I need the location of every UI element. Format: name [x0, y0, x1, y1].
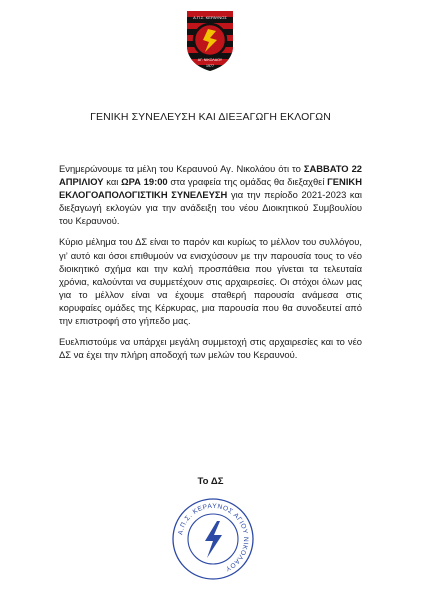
announcement-body — [59, 162, 362, 369]
paragraph-goals: Κύριο μέλημα του ΔΣ είναι το παρόν και κυρίως το μέλλον του συλλόγου, γι’ αυτό και όσοι επιθυμούν να ενισχύσουν με την παρουσία τους το νέο διοικητικό σχήμα και την καλή προσπάθεια που γίνεται τα τελευταία χρόνια, καλούνται να συμμετέχουν στις αρχαιρεσίες. Οι στόχοι όλων μας για το μέλλον είναι να έχουμε σταθερή παρουσία ανάμεσα στις κορυφαίες ομάδες της Κέρκυρας, μια παρουσία που θα συνοδευτεί από την επιστροφή στο γήπεδο μας. — [59, 236, 362, 327]
p1-text-2: και — [103, 176, 122, 188]
paragraph-meeting — [59, 162, 362, 227]
document-title: ΓΕΝΙΚΗ ΣΥΝΕΛΕΥΣΗ ΚΑΙ ΔΙΕΞΑΓΩΓΗ ΕΚΛΟΓΩΝ — [90, 111, 331, 123]
club-stamp — [171, 497, 255, 581]
lightning-bolt-icon — [205, 521, 222, 558]
meeting-date: ΣΑΒΒΑΤΟ 22 ΑΠΡΙΛΙΟΥ — [59, 163, 362, 188]
meeting-type: ΓΕΝΙΚΗ ΕΚΛΟΓΟΑΠΟΛΟΓΙΣΤΙΚΗ ΣΥΝΕΛΕΥΣΗ — [59, 176, 362, 201]
crest-top-text: Α.Π.Σ. ΚΕΡΑΥΝΟΣ — [193, 15, 227, 20]
stamp-ring-text: Α.Π.Σ. ΚΕΡΑΥΝΟΣ ΑΓΙΟΥ ΝΙΚΟΛΑΟΥ — [177, 502, 250, 573]
p1-text-1: Ενημερώνουμε τα μέλη του Κεραυνού Αγ. Νικολάου ότι το — [59, 163, 304, 174]
paragraph-closing: Ευελπιστούμε να υπάρχει μεγάλη συμμετοχή στις αρχαιρεσίες και το νέο ΔΣ να έχει την πλήρη αποδοχή των μελών του Κεραυνού. — [59, 336, 362, 361]
meeting-time: ΩΡΑ 19:00 — [121, 176, 168, 188]
p1-text-3: στα γραφεία της ομάδας θα διεξαχθεί — [167, 176, 328, 188]
p1-text-4: για την περίοδο 2021-2023 και διεξαγωγή εκλογών για την ανάδειξη του νέου Διοικητικού Συμβουλίου του Κεραυνού. — [59, 189, 363, 227]
crest-year: 1977 — [206, 64, 214, 68]
club-crest-logo — [184, 8, 236, 72]
signature: Το ΔΣ — [197, 476, 224, 487]
crest-bottom-text: ΑΓ. ΝΙΚΟΛΑΟΥ — [197, 58, 223, 62]
